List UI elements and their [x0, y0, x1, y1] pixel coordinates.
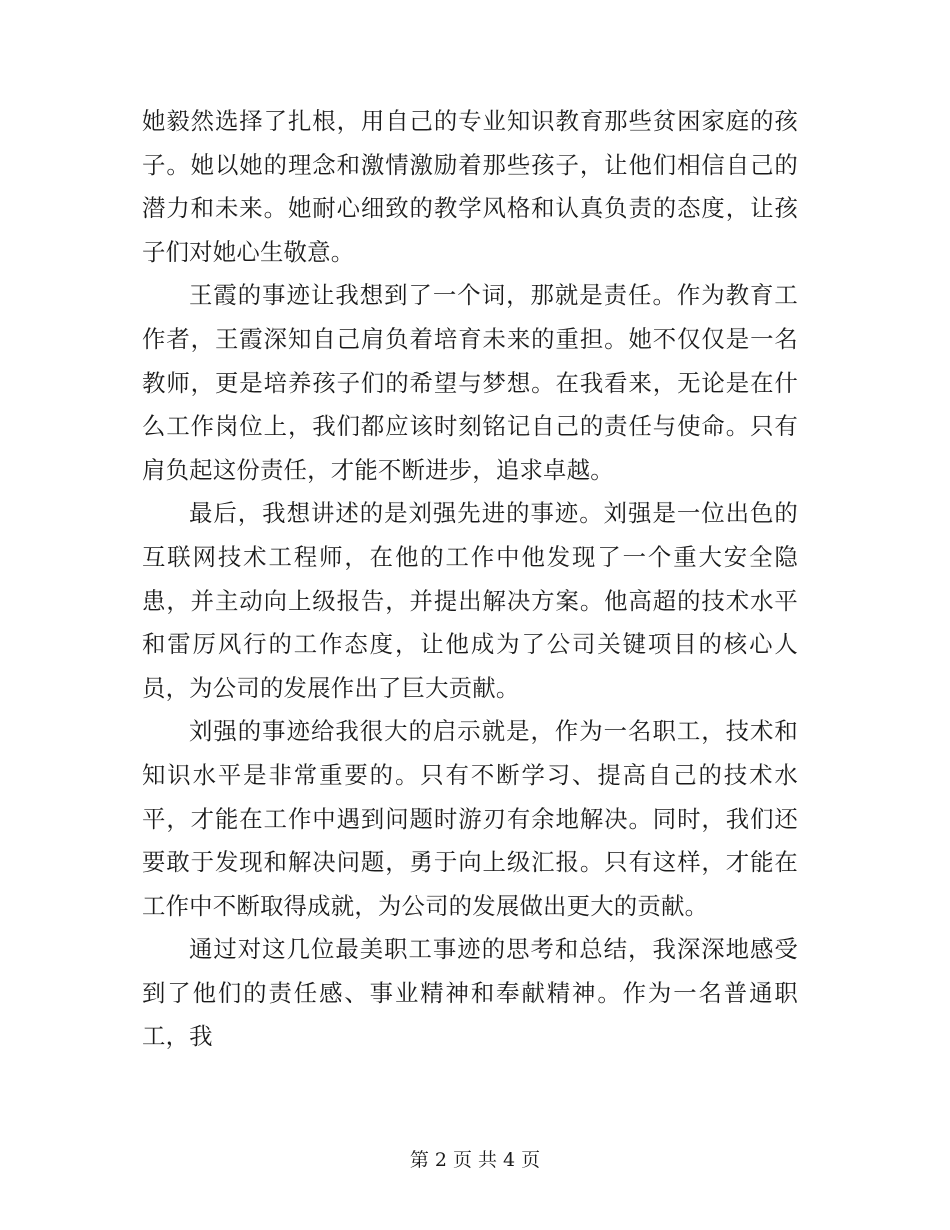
document-body	[142, 100, 798, 1059]
page-number-footer: 第 2 页 共 4 页	[409, 1149, 541, 1171]
paragraph-summary: 通过对这几位最美职工事迹的思考和总结，我深深地感受到了他们的责任感、事业精神和奉献精神。作为一名普通职工，我	[142, 935, 798, 1051]
paragraph-responsibility: 王霞的事迹让我想到了一个词，那就是责任。作为教育工作者，王霞深知自己肩负着培育未来的重担。她不仅仅是一名教师，更是培养孩子们的希望与梦想。在我看来，无论是在什么工作岗位上，我们都应该时刻铭记自己的责任与使命。只有肩负起这份责任，才能不断进步，追求卓越。	[142, 281, 798, 484]
paragraph-insight: 刘强的事迹给我很大的启示就是，作为一名职工，技术和知识水平是非常重要的。只有不断学习、提高自己的技术水平，才能在工作中遇到问题时游刃有余地解决。同时，我们还要敢于发现和解决问题，勇于向上级汇报。只有这样，才能在工作中不断取得成就，为公司的发展做出更大的贡献。	[142, 717, 798, 920]
paragraph-liu-qiang: 最后，我想讲述的是刘强先进的事迹。刘强是一位出色的互联网技术工程师，在他的工作中他发现了一个重大安全隐患，并主动向上级报告，并提出解决方案。他高超的技术水平和雷厉风行的工作态度，让他成为了公司关键项目的核心人员，为公司的发展作出了巨大贡献。	[142, 499, 798, 702]
paragraph-continuation: 她毅然选择了扎根，用自己的专业知识教育那些贫困家庭的孩子。她以她的理念和激情激励着那些孩子，让他们相信自己的潜力和未来。她耐心细致的教学风格和认真负责的态度，让孩子们对她心生敬意。	[142, 107, 798, 266]
